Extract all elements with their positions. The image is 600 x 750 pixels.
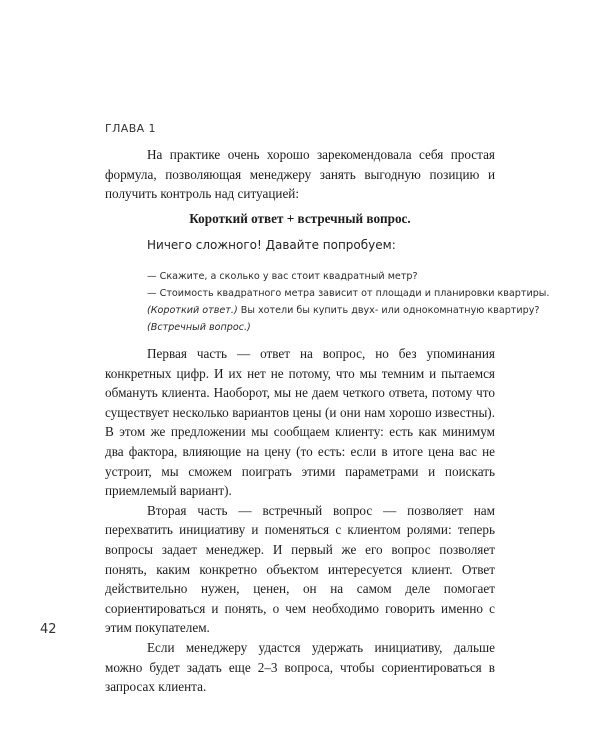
paragraph-first-part: Первая часть — ответ на вопрос, но без упоминания конкретных цифр. И их нет не потому, что мы темним и пытаемся обмануть клиента. Наоборот, мы не даем четкого ответа, потому что существует несколько вариантов цены (и они нам хорошо известны). В этом же предложении мы сообщаем клиенту: есть как минимум два фактора, влияющие на цену (то есть: если в итоге цена вас не устроит, мы сможем поиграть этими параметрами и поискать приемлемый вариант). bbox=[105, 346, 495, 499]
intro-block bbox=[105, 145, 495, 204]
chapter-heading: ГЛАВА 1 bbox=[105, 122, 156, 135]
dialogue-line-1: — Скажите, а сколько у вас стоит квадратный метр? bbox=[147, 271, 418, 282]
intro-paragraph: На практике очень хорошо зарекомендовала себя простая формула, позволяющая менеджеру занять выгодную позицию и получить контроль над ситуацией: bbox=[105, 147, 495, 202]
short-answer-note: (Короткий ответ.) bbox=[147, 305, 238, 316]
paragraph-initiative: Если менеджеру удастся удержать инициативу, дальше можно будет задать еще 2–3 вопроса, чтобы сориентироваться в запросах клиента. bbox=[105, 639, 495, 695]
page-number: 42 bbox=[40, 622, 57, 637]
formula-heading: Короткий ответ + встречный вопрос. bbox=[189, 211, 411, 226]
dialogue-line-2: — Стоимость квадратного метра зависит от площади и планировки квартиры. bbox=[147, 288, 550, 299]
dialogue-line-3 bbox=[147, 302, 540, 319]
paragraph-second-part: Вторая часть — встречный вопрос — позволяет нам перехватить инициативу и поменяться с клиентом ролями: теперь вопросы задает менеджер. И первый же его вопрос позволяет понять, каким конкретно объектом интересуется клиент. Ответ действительно нужен, ценен, он на самом деле помогает сориентироваться и понять, о чем необходимо говорить именно с этим покупателем. bbox=[105, 502, 495, 636]
dialogue-line-3-text: Вы хотели бы купить двух- или однокомнатную квартиру? bbox=[237, 305, 540, 316]
dialogue-block bbox=[147, 268, 550, 336]
try-line: Ничего сложного! Давайте попробуем: bbox=[147, 238, 396, 252]
dialogue-line-4 bbox=[147, 319, 517, 336]
main-text bbox=[105, 344, 495, 697]
counter-question-note: (Встречный вопрос.) bbox=[147, 322, 251, 333]
